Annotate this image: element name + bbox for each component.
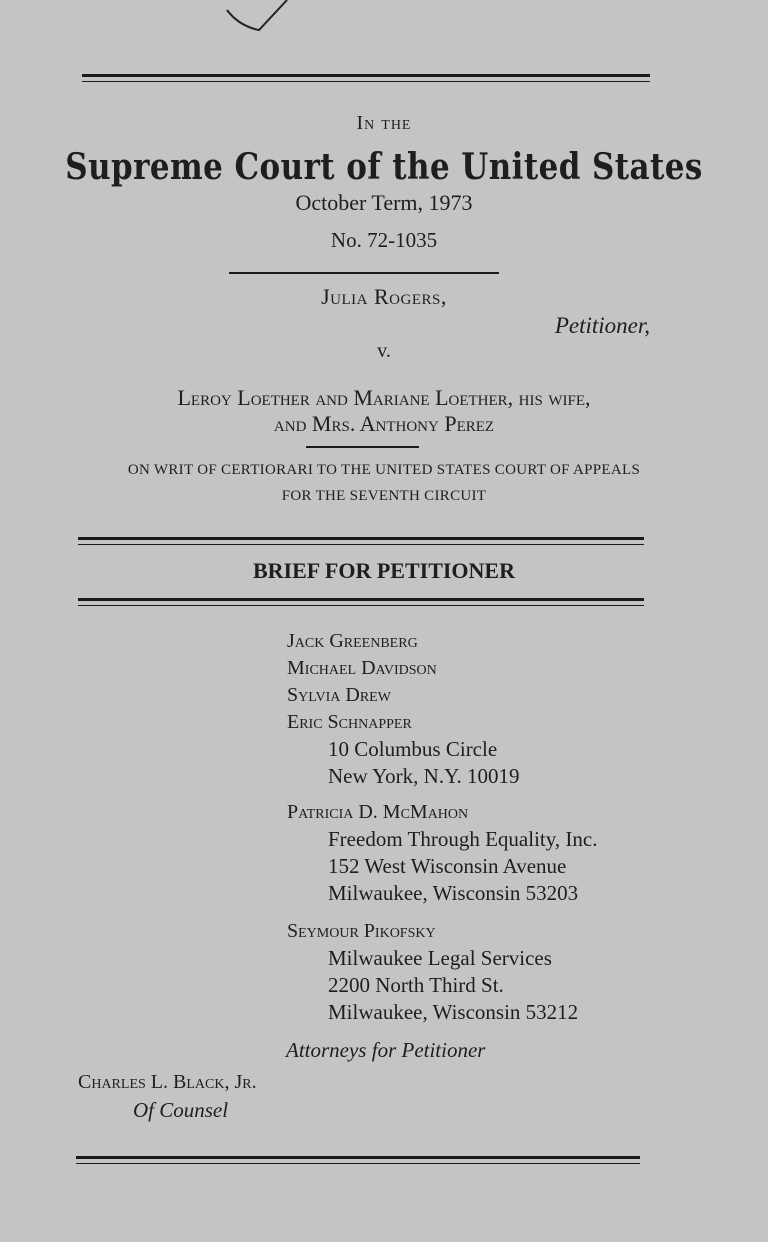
brief-rule-top-thin <box>78 544 644 545</box>
address-line: Freedom Through Equality, Inc. <box>328 827 598 851</box>
address-line: 10 Columbus Circle <box>328 737 498 761</box>
attorney-group-2 <box>287 799 597 907</box>
parties-divider <box>306 446 419 448</box>
counsel-name: Charles L. Black, Jr. <box>78 1071 257 1093</box>
address-line: Milwaukee, Wisconsin 53212 <box>328 1000 579 1024</box>
pen-mark <box>225 0 305 40</box>
attorney-name: Jack Greenberg <box>287 630 418 652</box>
attorney-name: Patricia D. McMahon <box>287 801 469 823</box>
brief-rule-bottom-thin <box>78 605 644 606</box>
writ-line-2: FOR THE SEVENTH CIRCUIT <box>281 488 487 504</box>
top-rule-thin <box>82 81 650 82</box>
bottom-rule-thin <box>76 1163 640 1164</box>
attorney-group-3 <box>287 918 578 1026</box>
docket-number: No. 72-1035 <box>330 228 438 252</box>
versus-label: v. <box>377 340 391 362</box>
term-label: October Term, 1973 <box>295 190 473 215</box>
respondents-line-1: Leroy Loether and Mariane Loether, his wife, <box>177 385 591 410</box>
petitioner-name: Julia Rogers, <box>321 284 447 309</box>
attorney-name: Eric Schnapper <box>287 711 412 733</box>
brief-rule-top-thick <box>78 537 644 540</box>
writ-line-1: ON WRIT OF CERTIORARI TO THE UNITED STATES COURT OF APPEALS <box>127 462 641 478</box>
address-line: New York, N.Y. 10019 <box>328 764 520 788</box>
attorneys-signature-line: Attorneys for Petitioner <box>286 1038 486 1062</box>
docket-divider <box>229 272 499 274</box>
top-rule-thick <box>82 74 650 77</box>
respondents-line-2: and Mrs. Anthony Perez <box>273 411 495 436</box>
address-line: 2200 North Third St. <box>328 973 504 997</box>
address-line: Milwaukee, Wisconsin 53203 <box>328 881 579 905</box>
address-line: 152 West Wisconsin Avenue <box>328 854 567 878</box>
brief-title: BRIEF FOR PETITIONER <box>252 558 515 583</box>
attorney-name: Michael Davidson <box>287 657 437 679</box>
attorney-name: Sylvia Drew <box>287 684 391 706</box>
petitioner-role: Petitioner, <box>554 313 650 338</box>
brief-rule-bottom-thick <box>78 598 644 601</box>
address-line: Milwaukee Legal Services <box>328 946 552 970</box>
counsel-role: Of Counsel <box>133 1098 229 1122</box>
court-title: Supreme Court of the United States <box>65 146 703 188</box>
in-the-label: In the <box>356 112 412 134</box>
attorney-name: Seymour Pikofsky <box>287 920 436 942</box>
bottom-rule-thick <box>76 1156 640 1159</box>
attorney-group-1 <box>287 628 520 790</box>
